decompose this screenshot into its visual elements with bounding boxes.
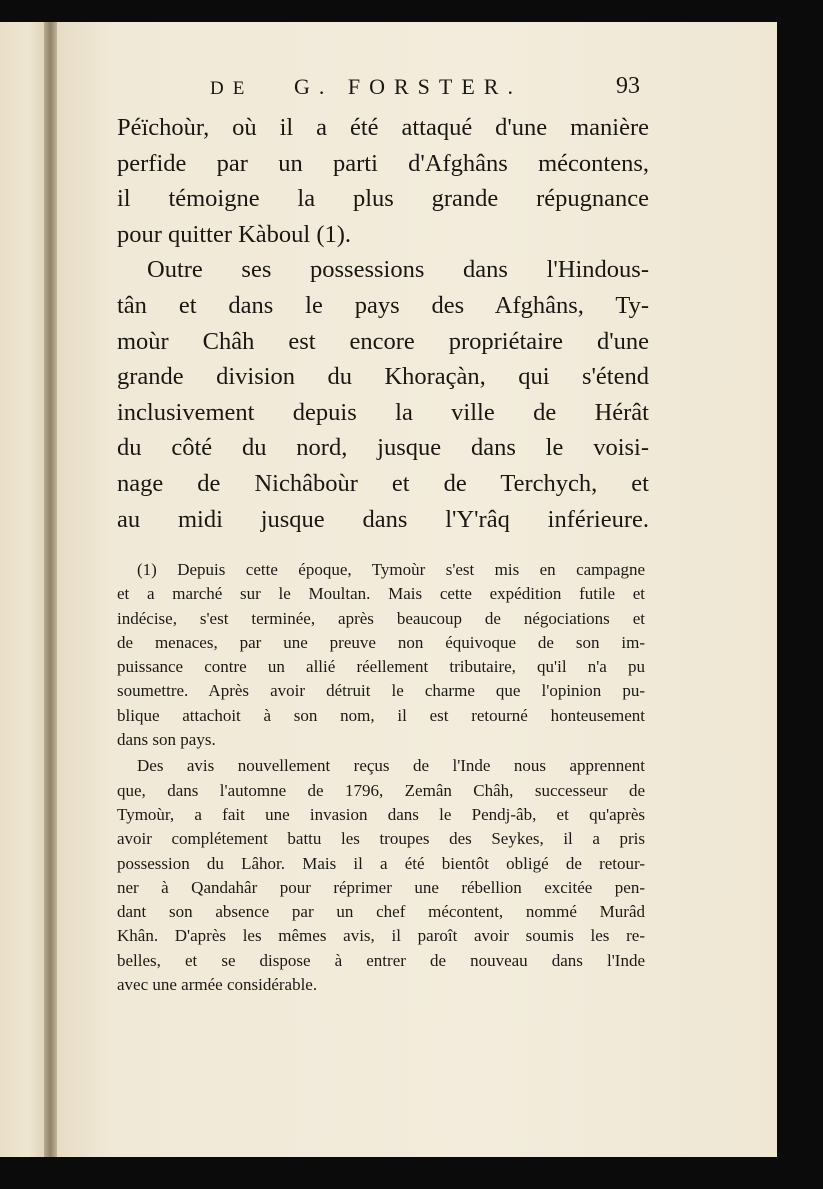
footnotes [117,558,645,997]
footnote-line: avoir complétement battu les troupes des Seykes, il a pris [117,829,645,849]
running-head [210,74,660,104]
footnote-line: blique attachoit à son nom, il est retourné honteusement [117,705,645,725]
text-line: grande division du Khoraçàn, qui s'étend [117,363,649,391]
text-line: du côté du nord, jusque dans le voisi- [117,434,649,462]
footnote-line: et a marché sur le Moultan. Mais cette expédition futile et [117,584,645,604]
footnote-line: de menaces, par une preuve non équivoque de son im- [117,632,645,652]
text-line: Outre ses possessions dans l'Hindous- [147,256,649,284]
footnote-line: Des avis nouvellement reçus de l'Inde nous apprennent [137,756,645,776]
footnote-1 [117,558,645,752]
footnote-line: belles, et se dispose à entrer de nouveau dans l'Inde [117,950,645,970]
footnote-line: avec une armée considérable. [117,975,318,995]
text-line: inclusivement depuis la ville de Hérât [117,398,649,426]
page-number: 93 [616,73,640,99]
footnote-line: dant son absence par un chef mécontent, nommé Murâd [117,902,645,922]
book-gutter [44,22,58,1157]
footnote-line: possession du Lâhor. Mais il a été bientôt obligé de retour- [117,853,645,873]
footnote-line: Khân. D'après les mêmes avis, il paroît avoir soumis les re- [117,926,645,946]
footnote-2 [117,754,645,997]
footnote-line: soumettre. Après avoir détruit le charme que l'opinion pu- [117,681,645,701]
footnote-line: dans son pays. [117,730,216,750]
text-line: il témoigne la plus grande répugnance [117,185,649,213]
text-line: moùr Châh est encore propriétaire d'une [117,327,649,355]
footnote-line: ner à Qandahâr pour réprimer une rébellion excitée pen- [117,877,645,897]
text-line: Péïchoùr, où il a été attaqué d'une manière [117,114,649,141]
footnote-line: indécise, s'est terminée, après beaucoup de négociations et [117,608,645,628]
text-line: perfide par un parti d'Afghâns mécontens, [117,149,649,177]
main-text [117,110,649,537]
running-head-author: G. FORSTER. [294,74,522,99]
footnote-line: Tymoùr, a fait une invasion dans le Pendj-âb, et qu'après [117,804,645,824]
running-head-prefix: DE [210,78,254,99]
footnote-line: que, dans l'automne de 1796, Zemân Châh, successeur de [117,780,645,800]
text-line: nage de Nichâboùr et de Terchych, et [117,469,649,497]
text-line: au midi jusque dans l'Y'râq inférieure. [117,505,649,533]
footnote-line: (1) Depuis cette époque, Tymoùr s'est mis en campagne [137,560,645,579]
text-line: tân et dans le pays des Afghâns, Ty- [117,291,649,319]
text-line: pour quitter Kàboul (1). [117,220,352,248]
footnote-line: puissance contre un allié réellement tributaire, qu'il n'a pu [117,657,645,677]
